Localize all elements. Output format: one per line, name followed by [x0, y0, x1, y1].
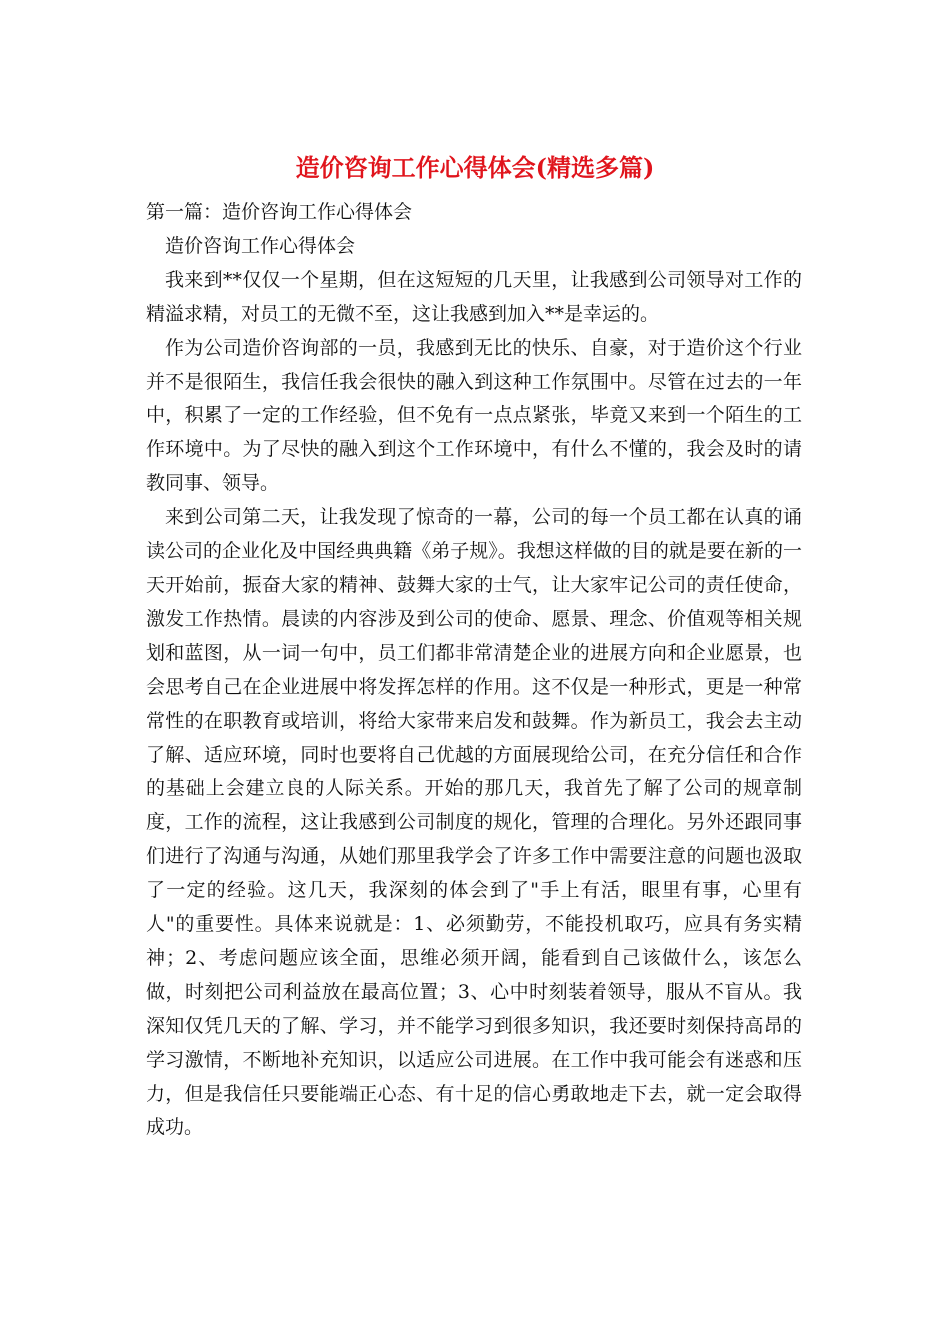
sub-heading: 造价咨询工作心得体会 [165, 234, 356, 257]
document-body [146, 196, 802, 1145]
section-heading: 第一篇：造价咨询工作心得体会 [146, 201, 413, 223]
paragraph-2: 作为公司造价咨询部的一员，我感到无比的快乐、自豪，对于造价这个行业并不是很陌生，我信任我会很快的融入到这种工作氛围中。尽管在过去的一年中，积累了一定的工作经验，但不免有一点点紧张，毕竟又来到一个陌生的工作环境中。为了尽快的融入到这个工作环境中，有什么不懂的，我会及时的请教同事、领导。 [146, 336, 802, 495]
paragraph-1: 我来到**仅仅一个星期，但在这短短的几天里，让我感到公司领导对工作的精溢求精，对员工的无微不至，这让我感到加入**是幸运的。 [146, 268, 802, 325]
document-title: 造价咨询工作心得体会(精选多篇) [295, 153, 655, 182]
paragraph-3: 来到公司第二天，让我发现了惊奇的一幕，公司的每一个员工都在认真的诵读公司的企业化及中国经典典籍《弟子规》。我想这样做的目的就是要在新的一天开始前，振奋大家的精神、鼓舞大家的士气，让大家牢记公司的责任使命，激发工作热情。晨读的内容涉及到公司的使命、愿景、理念、价值观等相关规划和蓝图，从一词一句中，员工们都非常清楚企业的进展方向和企业愿景，也会思考自己在企业进展中将发挥怎样的作用。这不仅是一种形式，更是一种常常性的在职教育或培训，将给大家带来启发和鼓舞。作为新员工，我会去主动了解、适应环境，同时也要将自己优越的方面展现给公司，在充分信任和合作的基础上会建立良的人际关系。开始的那几天，我首先了解了公司的规章制度，工作的流程，这让我感到公司制度的规化，管理的合理化。另外还跟同事们进行了沟通与沟通，从她们那里我学会了许多工作中需要注意的问题也汲取了一定的经验。这几天，我深刻的体会到了"手上有活，眼里有事，心里有人"的重要性。具体来说就是：1、必须勤劳，不能投机取巧，应具有务实精神；2、考虑问题应该全面，思维必须开阔，能看到自己该做什么，该怎么做，时刻把公司利益放在最高位置；3、心中时刻装着领导，服从不盲从。我深知仅凭几天的了解、学习，并不能学习到很多知识，我还要时刻保持高昂的学习激情，不断地补充知识，以适应公司进展。在工作中我可能会有迷惑和压力，但是我信任只要能端正心态、有十足的信心勇敢地走下去，就一定会取得成功。 [146, 506, 802, 1139]
